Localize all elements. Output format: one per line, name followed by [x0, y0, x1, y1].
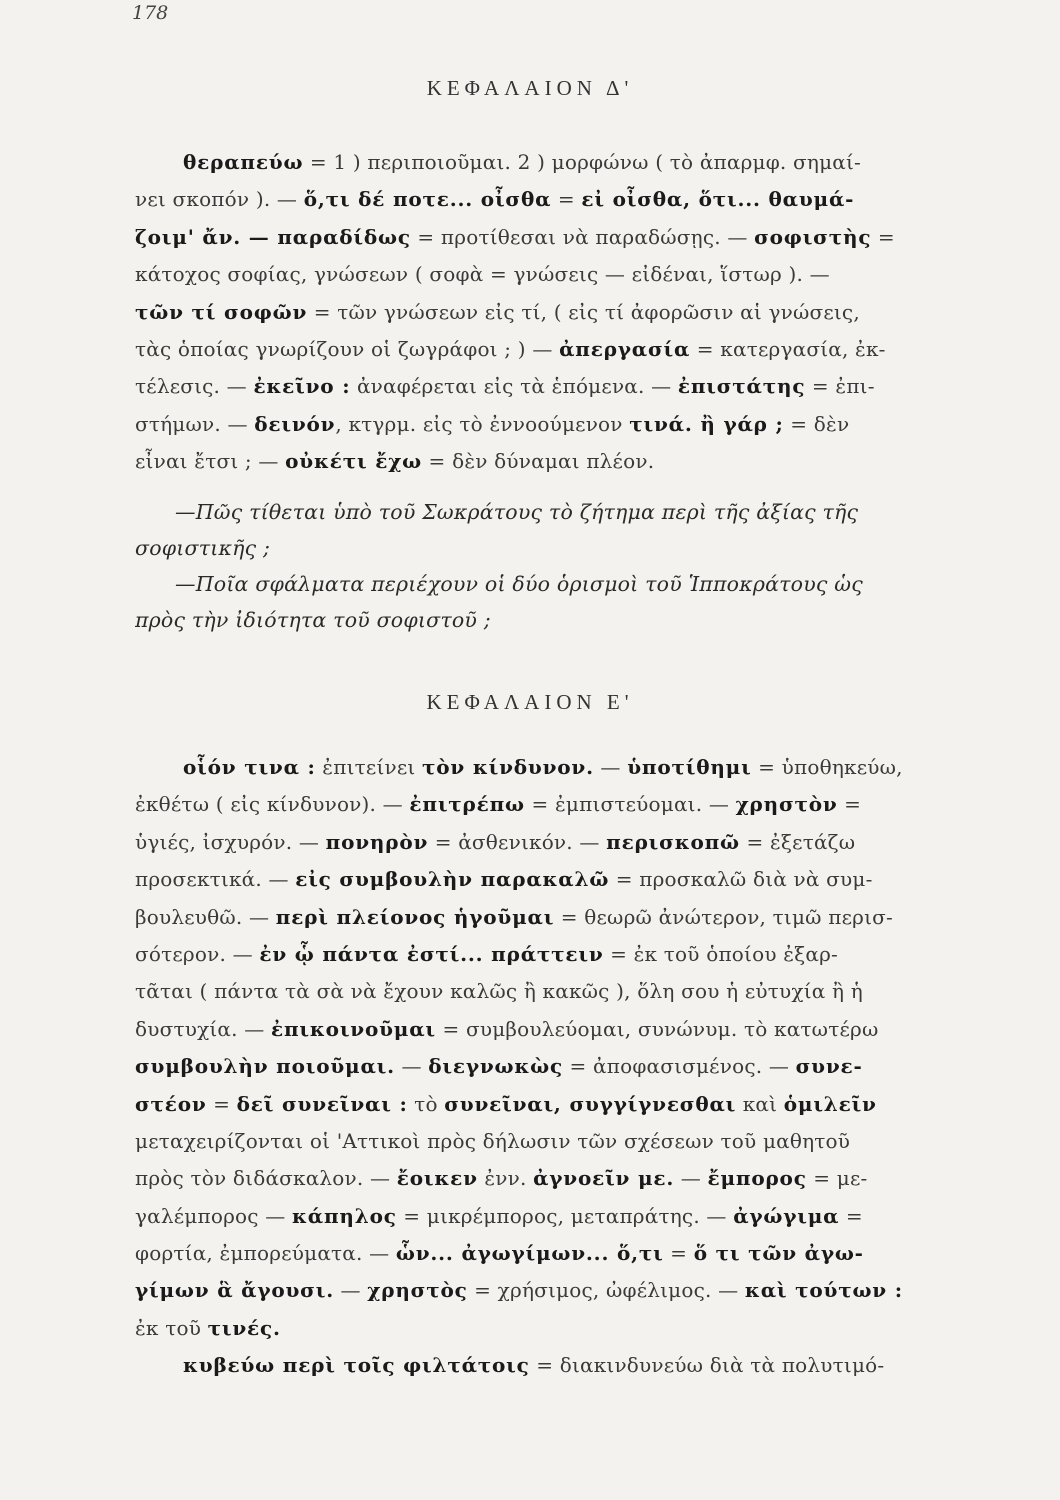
gloss-text: — — [593, 755, 628, 779]
gloss-text: ὑγιές, ἰσχυρόν. — — [135, 829, 326, 854]
glossary-term: ἔοικεν — [396, 1166, 478, 1191]
text-line — [135, 294, 1010, 331]
gloss-text: πρὸς τὸν διδάσκαλον. — — [135, 1166, 397, 1191]
question-line: πρὸς τὴν ἰδιότητα τοῦ σοφιστοῦ ; — [135, 608, 491, 632]
gloss-text: = — [551, 187, 582, 212]
glossary-term: τινά. ἢ γάρ ; — [629, 411, 784, 436]
gloss-text: ἀναφέρεται εἰς τὰ ἑπόμενα. — — [350, 374, 678, 399]
text-line — [135, 443, 1010, 480]
gloss-text: = ἐκ τοῦ ὁποίου ἐξαρ- — [603, 941, 839, 966]
gloss-text: = 1 ) περιποιοῦμαι. 2 ) μορφώνω ( τὸ ἀπαρμφ. σημαί- — [303, 150, 861, 174]
question-line: —Πῶς τίθεται ὑπὸ τοῦ Σωκράτους τὸ ζήτημα περὶ τῆς ἀξίας τῆς — [175, 500, 859, 524]
gloss-text: = κατεργασία, ἐκ- — [690, 336, 886, 361]
gloss-text: φορτία, ἐμπορεύματα. — — [135, 1241, 396, 1266]
gloss-text: ἐπιτείνει — [315, 755, 423, 779]
glossary-term: περισκοπῶ — [606, 829, 740, 854]
glossary-term: οἷόν τινα : — [183, 755, 316, 779]
glossary-term: εἰ οἶσθα, ὅτι... θαυμά- — [581, 187, 855, 212]
gloss-text: = — [663, 1241, 694, 1266]
gloss-text: = ἀσθενικόν. — — [428, 829, 607, 854]
gloss-text: , κτγρμ. εἰς τὸ ἐννοούμενον — [335, 411, 630, 436]
text-line — [135, 1235, 1010, 1272]
gloss-text: μεταχειρίζονται οἱ 'Αττικοὶ πρὸς δήλωσιν τῶν σχέσεων τοῦ μαθητοῦ — [135, 1128, 851, 1153]
glossary-term: τὸν κίνδυνον. — [422, 755, 594, 779]
gloss-text: = — [839, 1203, 863, 1228]
text-line — [135, 1272, 1010, 1309]
gloss-text: = μικρέμπορος, μεταπράτης. — — [396, 1203, 734, 1228]
gloss-text: — — [674, 1166, 708, 1191]
text-line — [135, 368, 1010, 405]
gloss-text: = ἐξετάζω — [739, 829, 856, 854]
gloss-text: προσεκτικά. — — [135, 867, 296, 892]
gloss-text: γαλέμπορος — — [135, 1203, 292, 1228]
gloss-text: κάτοχος σοφίας, γνώσεων ( σοφὰ = γνώσεις — εἰδέναι, ἵστωρ ). — — [135, 262, 830, 287]
text-line — [135, 1086, 1010, 1123]
gloss-text: — — [333, 1278, 368, 1303]
text-line — [135, 973, 1010, 1010]
text-line — [135, 406, 1010, 443]
text-line — [135, 1011, 1010, 1048]
glossary-term: ζοιμ' ἄν. — παραδίδως — [135, 224, 411, 249]
glossary-term: τινές. — [207, 1315, 281, 1340]
text-line — [135, 899, 1010, 936]
gloss-text: τᾶται ( πάντα τὰ σὰ νὰ ἔχουν καλῶς ἢ κακῶς ), ὅλη σου ἡ εὐτυχία ἢ ἡ — [135, 979, 863, 1004]
question-line: —Ποῖα σφάλματα περιέχουν οἱ δύο ὁρισμοὶ τοῦ Ἱπποκράτους ὡς — [175, 572, 863, 596]
glossary-term: στέον — [135, 1091, 207, 1116]
gloss-text: τὸ — [407, 1091, 445, 1116]
glossary-term: τῶν τί σοφῶν — [135, 299, 308, 324]
gloss-text: = ἐπι- — [805, 374, 875, 399]
glossary-term: κυβεύω περὶ τοῖς φιλτάτοις — [183, 1353, 530, 1378]
chapter-d-questions — [135, 494, 1010, 638]
glossary-term: εἰς συμβουλὴν παρακαλῶ — [295, 867, 610, 892]
gloss-text: = με- — [806, 1166, 868, 1191]
gloss-text: = — [871, 224, 895, 249]
glossary-term: ἀγώγιμα — [733, 1203, 840, 1228]
text-line — [135, 1048, 1010, 1085]
glossary-term: διεγνωκὼς — [428, 1054, 563, 1079]
text-line — [135, 1198, 1010, 1235]
glossary-term: ἐκεῖνο : — [253, 374, 351, 399]
glossary-term: συνεῖναι, συγγίγνεσθαι — [444, 1091, 737, 1116]
gloss-text: βουλευθῶ. — — [135, 904, 276, 929]
glossary-term: ἐπιτρέπω — [409, 792, 525, 817]
glossary-term: χρηστὸς — [367, 1278, 468, 1303]
text-line — [135, 219, 1010, 256]
glossary-term: δεινόν — [254, 411, 336, 436]
gloss-text: ἐνν. — [477, 1166, 534, 1191]
glossary-term: συνε- — [795, 1054, 863, 1079]
glossary-term: σοφιστὴς — [754, 224, 872, 249]
text-line — [135, 861, 1010, 898]
glossary-term: οὐκέτι ἔχω — [285, 449, 422, 474]
gloss-text: = χρήσιμος, ὠφέλιμος. — — [467, 1278, 745, 1303]
gloss-text: = δὲν δύναμαι πλέον. — [422, 449, 655, 474]
text-line — [135, 144, 1010, 181]
gloss-text: = συμβουλεύομαι, συνώνυμ. τὸ κατωτέρω — [435, 1016, 879, 1041]
text-line — [135, 1123, 1010, 1160]
gloss-text: = τῶν γνώσεων εἰς τί, ( εἰς τί ἀφορῶσιν αἱ γνώσεις, — [307, 299, 860, 324]
chapter-d-glossary — [135, 144, 1010, 481]
glossary-term: ἐν ᾧ πάντα ἐστί... πράττειν — [259, 941, 604, 966]
gloss-text: στήμων. — — [135, 411, 255, 436]
glossary-term: χρηστὸν — [735, 792, 838, 817]
glossary-term: ὑποτίθημι — [627, 755, 752, 779]
chapter-heading-e: ΚΕΦΑΛΑΙΟΝ Ε' — [426, 690, 634, 714]
glossary-term: ὅ τι τῶν ἀγω- — [693, 1241, 864, 1266]
gloss-text: σότερον. — — [135, 941, 260, 966]
glossary-term: ὅ,τι δέ ποτε... οἶσθα — [303, 187, 552, 212]
gloss-text: = θεωρῶ ἀνώτερον, τιμῶ περισ- — [554, 904, 893, 929]
text-line — [135, 786, 1010, 823]
gloss-text: = διακινδυνεύω διὰ τὰ πολυτιμό- — [529, 1353, 885, 1378]
chapter-heading-d: ΚΕΦΑΛΑΙΟΝ Δ' — [426, 76, 634, 100]
gloss-text: = προσκαλῶ διὰ νὰ συμ- — [609, 867, 873, 892]
glossary-term: δεῖ συνεῖναι : — [236, 1091, 408, 1116]
glossary-term: πονηρὸν — [325, 829, 429, 854]
gloss-text: ἐκθέτω ( εἰς κίνδυνον). — — [135, 792, 410, 817]
text-line — [135, 1160, 1010, 1197]
glossary-term: ἐπιστάτης — [677, 374, 806, 399]
gloss-text: νει σκοπόν ). — — [135, 187, 304, 212]
glossary-term: ὧν... ἀγωγίμων... ὅ,τι — [395, 1241, 664, 1266]
glossary-term: ἔμπορος — [707, 1166, 807, 1191]
text-line — [135, 1310, 1010, 1347]
glossary-term: κάπηλος — [292, 1203, 397, 1228]
gloss-text: = ἀποφασισμένος. — — [562, 1054, 796, 1079]
gloss-text: τέλεσις. — — [135, 374, 254, 399]
glossary-term: περὶ πλείονος ἡγοῦμαι — [275, 904, 555, 929]
text-line — [135, 181, 1010, 218]
text-line — [135, 331, 1010, 368]
glossary-term: ὁμιλεῖν — [783, 1091, 877, 1116]
text-line — [135, 749, 1010, 786]
text-line — [135, 824, 1010, 861]
gloss-text: ἐκ τοῦ — [135, 1315, 208, 1340]
glossary-term: ἀγνοεῖν με. — [533, 1166, 675, 1191]
glossary-term: θεραπεύω — [183, 150, 304, 174]
page-number: 178 — [132, 2, 169, 24]
chapter-e-glossary — [135, 749, 1010, 1385]
text-line — [135, 1347, 1010, 1384]
glossary-term: καὶ τούτων : — [744, 1278, 903, 1303]
glossary-term: γίμων ἃ ἄγουσι. — [135, 1278, 334, 1303]
gloss-text: τὰς ὁποίας γνωρίζουν οἱ ζωγράφοι ; ) — — [135, 336, 560, 361]
gloss-text: = δὲν — [783, 411, 850, 436]
gloss-text: δυστυχία. — — [135, 1016, 272, 1041]
gloss-text: — — [394, 1054, 429, 1079]
question-line: σοφιστικῆς ; — [135, 536, 271, 560]
text-line — [135, 256, 1010, 293]
glossary-term: συμβουλὴν ποιοῦμαι. — [135, 1054, 395, 1079]
text-line — [135, 936, 1010, 973]
glossary-term: ἐπικοινοῦμαι — [271, 1016, 436, 1041]
gloss-text: = ἐμπιστεύομαι. — — [524, 792, 736, 817]
gloss-text: καὶ — [736, 1091, 784, 1116]
gloss-text: = — [837, 792, 862, 817]
glossary-term: ἀπεργασία — [559, 336, 691, 361]
gloss-text: = — [206, 1091, 237, 1116]
gloss-text: = ὑποθηκεύω, — [751, 755, 903, 779]
gloss-text: εἶναι ἔτσι ; — — [135, 449, 286, 474]
gloss-text: = προτίθεσαι νὰ παραδώσῃς. — — [410, 224, 755, 249]
